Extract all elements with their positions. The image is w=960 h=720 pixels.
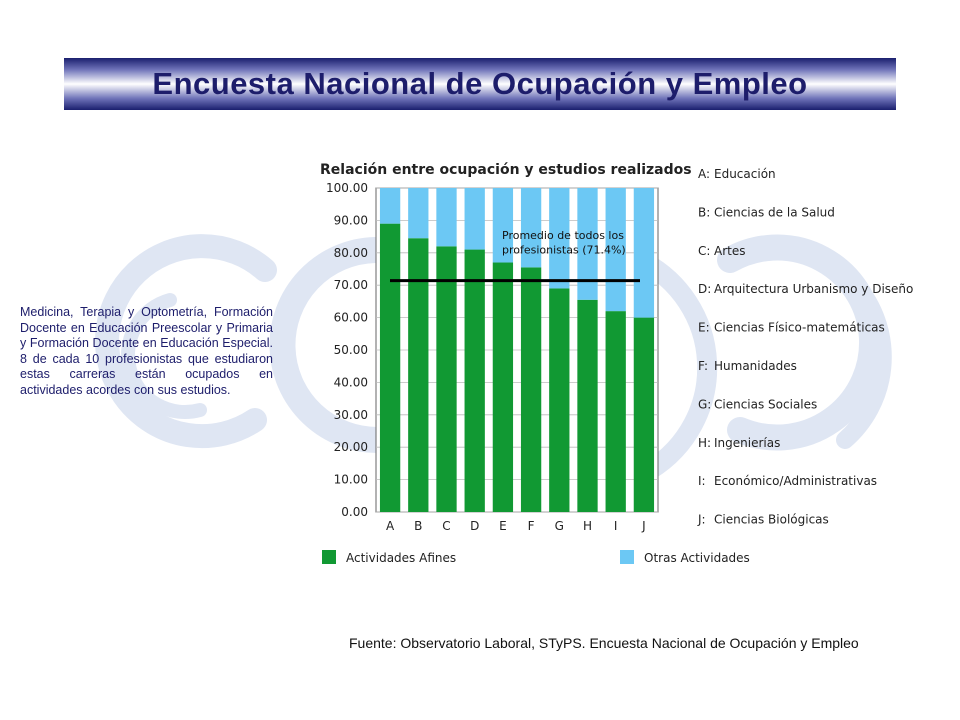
x-tick-label: J [642, 519, 646, 533]
bar-otras-actividades [436, 188, 456, 246]
bar-actividades-afines [606, 311, 626, 512]
x-tick-label: G [554, 519, 564, 533]
x-tick-label: B [414, 519, 423, 533]
category-key: I: [698, 474, 706, 489]
y-tick-label: 80.00 [333, 245, 368, 260]
bar-actividades-afines [634, 318, 654, 512]
category-label: Económico/Administrativas [714, 474, 878, 489]
source-note: Fuente: Observatorio Laboral, STyPS. Encuesta Nacional de Ocupación y Empleo [349, 635, 859, 651]
category-key: J: [698, 512, 706, 527]
title-banner [64, 58, 896, 110]
y-tick-label: 90.00 [333, 213, 368, 228]
y-tick-label: 70.00 [333, 278, 368, 293]
bar-actividades-afines [493, 263, 513, 512]
category-label: Ciencias Sociales [714, 397, 818, 412]
x-tick-label: D [470, 519, 480, 533]
bar-otras-actividades [380, 188, 400, 224]
category-label: Ciencias de la Salud [714, 205, 835, 220]
y-tick-label: 30.00 [333, 407, 368, 422]
bar-otras-actividades [634, 188, 654, 318]
series-legend [322, 550, 750, 565]
category-label: Ciencias Físico-matemáticas [714, 320, 885, 335]
category-label: Ciencias Biológicas [714, 512, 829, 527]
bar-chart [300, 150, 920, 580]
x-tick-label: A [385, 519, 395, 533]
category-key: G: [698, 397, 712, 412]
bar-actividades-afines [577, 300, 597, 512]
bar-actividades-afines [521, 267, 541, 512]
category-label: Artes [714, 243, 746, 258]
legend-label: Otras Actividades [644, 551, 750, 565]
x-tick-label: I [613, 519, 618, 533]
x-tick-label: E [499, 519, 507, 533]
y-axis-labels [326, 181, 368, 519]
x-axis-labels [386, 519, 646, 533]
category-key: F: [698, 359, 709, 373]
y-tick-label: 100.00 [326, 181, 368, 195]
y-tick-label: 20.00 [333, 440, 368, 455]
x-tick-label: C [442, 519, 451, 533]
bar-actividades-afines [380, 224, 400, 512]
legend-label: Actividades Afines [346, 551, 457, 565]
y-tick-label: 40.00 [333, 375, 368, 390]
category-label: Humanidades [714, 359, 797, 373]
y-tick-label: 50.00 [333, 343, 368, 357]
bar-otras-actividades [465, 188, 485, 250]
category-key: C: [698, 243, 711, 258]
reference-line-label: profesionistas (71.4%) [502, 243, 626, 257]
legend-swatch [620, 550, 634, 564]
reference-line-label: Promedio de todos los [502, 229, 624, 243]
y-tick-label: 60.00 [333, 310, 368, 325]
chart-title: Relación entre ocupación y estudios realizados [320, 162, 692, 178]
category-key: D: [698, 282, 712, 297]
category-label: Ingenierías [714, 435, 781, 450]
category-legend [697, 167, 913, 527]
x-tick-label: F [527, 519, 535, 533]
description-text: Medicina, Terapia y Optometría, Formación Docente en Educación Preescolar y Primaria y Formación Docente en Educación Especial. 8 de cada 10 profesionistas que estudiaron estas carreras están ocupados en actividades acordes con sus estudios. [20, 305, 273, 397]
bar-actividades-afines [436, 246, 456, 512]
category-key: B: [698, 205, 711, 220]
bar-actividades-afines [465, 250, 485, 512]
legend-swatch [322, 550, 336, 564]
y-tick-label: 10.00 [333, 472, 368, 487]
category-key: E: [698, 320, 710, 335]
category-label: Arquitectura Urbanismo y Diseño [714, 282, 914, 297]
page-title: Encuesta Nacional de Ocupación y Empleo [152, 66, 808, 101]
category-key: A: [698, 167, 711, 181]
y-tick-label: 0.00 [341, 505, 368, 519]
category-key: H: [698, 435, 712, 450]
x-tick-label: H [582, 519, 593, 533]
category-label: Educación [714, 167, 776, 181]
bar-actividades-afines [549, 288, 569, 512]
bar-otras-actividades [408, 188, 428, 238]
plot-area [376, 188, 658, 512]
